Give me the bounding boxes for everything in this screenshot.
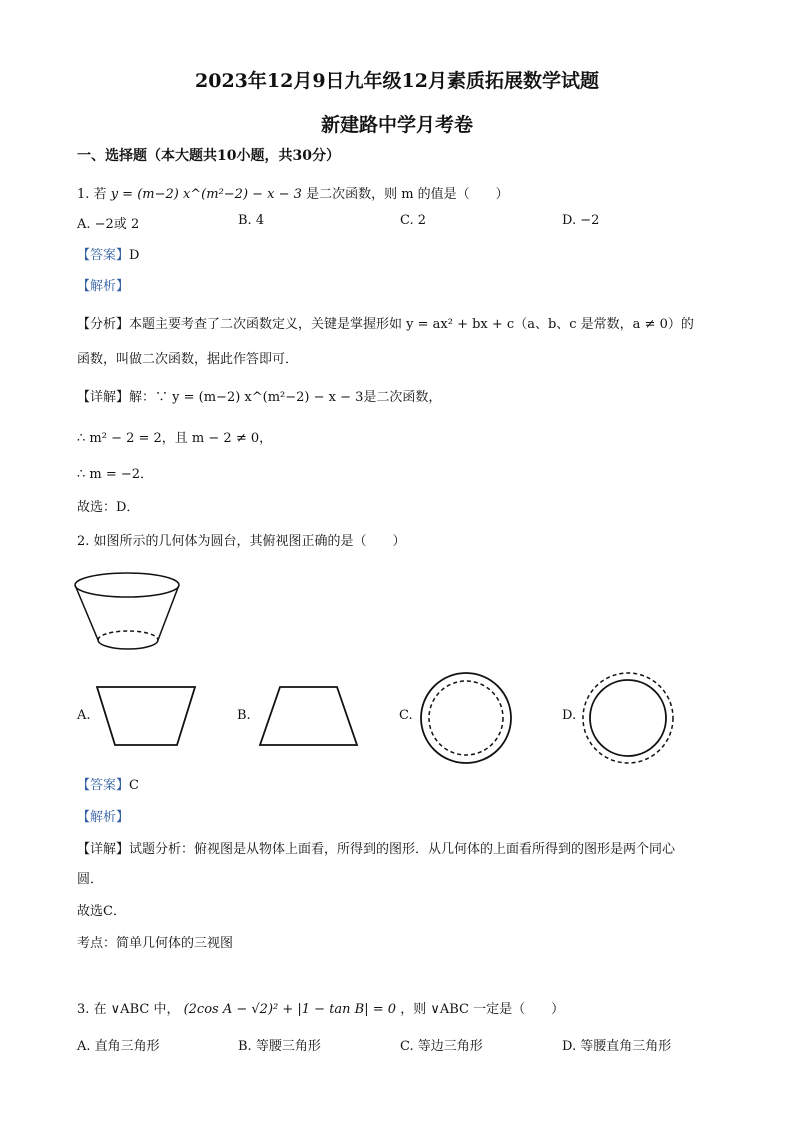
q1-analysis-tag: 【解析】: [77, 279, 130, 294]
q2-option-b-label: B.: [237, 708, 251, 723]
q1-formula: y = (m−2) x^(m²−2) − x − 3: [110, 187, 302, 202]
fenxi-tag: 【分析】: [77, 317, 130, 332]
q2-stem: 2. 如图所示的几何体为圆台，其俯视图正确的是（ ）: [77, 534, 406, 549]
option-c-circles: [418, 670, 514, 766]
q1-conclusion: 故选：D．: [77, 500, 140, 515]
page-title: 2023年12月9日九年级12月素质拓展数学试题: [195, 70, 599, 92]
q1-fenxi: [77, 313, 694, 332]
q3-option-b: B. 等腰三角形: [238, 1039, 321, 1054]
q1-option-d: D. −2: [562, 213, 600, 228]
option-a-trapezoid: [92, 685, 202, 750]
q3-stem: [77, 998, 564, 1017]
fenxi-text: 本题主要考查了二次函数定义，关键是掌握形如 y = ax² + bx + c（a、b、c 是常数，a ≠ 0）的: [129, 317, 694, 332]
q2-option-d-label: D.: [562, 708, 577, 723]
answer-value: D: [129, 248, 140, 263]
q2-detail-cont: 圆．: [77, 872, 104, 887]
q1-suffix: 是二次函数，则 m 的值是（ ）: [306, 187, 509, 202]
page-subtitle: 新建路中学月考卷: [320, 114, 473, 136]
detail-tag: 【详解】: [77, 842, 130, 857]
q2-option-a-label: A.: [77, 708, 91, 723]
q1-option-b: B. 4: [238, 213, 265, 228]
q3-option-d: D. 等腰直角三角形: [562, 1039, 672, 1054]
q3-option-a: A. 直角三角形: [77, 1039, 160, 1054]
q2-option-c-label: C.: [399, 708, 413, 723]
detail-text: 解：∵ y = (m−2) x^(m²−2) − x − 3是二次函数，: [129, 390, 442, 405]
answer-value: C: [129, 778, 139, 793]
q3-suffix: ，则 ∨ABC 一定是（ ）: [400, 1002, 565, 1017]
answer-tag: 【答案】: [77, 778, 130, 793]
option-d-circles: [580, 670, 676, 766]
section-heading: 一、选择题（本大题共10小题，共30分）: [77, 148, 340, 164]
q1-fenxi-cont: 函数，叫做二次函数，据此作答即可．: [77, 352, 299, 367]
answer-tag: 【答案】: [77, 248, 130, 263]
q1-step2: ∴ m = −2．: [77, 467, 154, 482]
q3-prefix: 3. 在 ∨ABC 中，: [77, 1002, 180, 1017]
q2-answer: [77, 774, 139, 793]
q2-analysis-tag: 【解析】: [77, 810, 130, 825]
frustum-figure: [70, 570, 190, 660]
q1-detail: [77, 386, 441, 405]
q2-kaodian: 考点：简单几何体的三视图: [77, 936, 234, 951]
q1-stem: [77, 183, 509, 202]
q1-answer: [77, 244, 139, 263]
q1-prefix: 1. 若: [77, 187, 107, 202]
q1-option-a: A. −2或 2: [77, 217, 140, 232]
q3-formula: (2cos A − √2)² + |1 − tan B| = 0: [183, 1002, 397, 1017]
q3-option-c: C. 等边三角形: [400, 1039, 483, 1054]
q1-step1: ∴ m² − 2 = 2，且 m − 2 ≠ 0，: [77, 431, 273, 446]
option-b-trapezoid: [255, 685, 365, 750]
q2-detail: [77, 838, 675, 857]
detail-tag: 【详解】: [77, 390, 130, 405]
q1-option-c: C. 2: [400, 213, 427, 228]
q2-conclusion: 故选C．: [77, 904, 126, 919]
detail-text: 试题分析：俯视图是从物体上面看，所得到的图形．从几何体的上面看所得到的图形是两个同心: [129, 842, 676, 857]
